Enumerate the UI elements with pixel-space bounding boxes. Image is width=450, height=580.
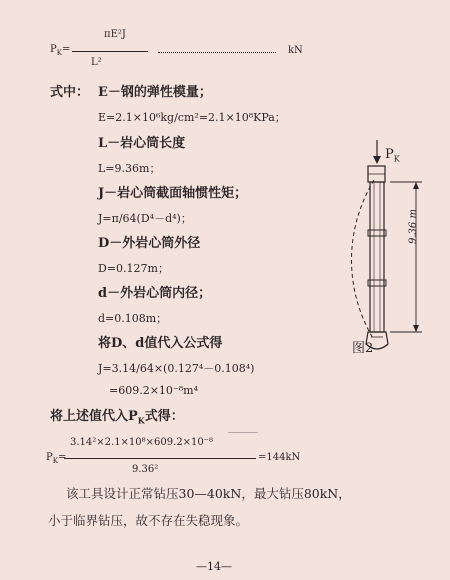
e-label: E－钢的弹性模量； (98, 85, 212, 100)
top-formula-numerator: πE²J (104, 29, 126, 40)
j-calc-line-1: J=3.14/64×(0.127⁴－0.108⁴) (98, 362, 255, 375)
figure-caption: 图2 (352, 341, 374, 356)
top-formula-fraction-bar (72, 51, 148, 52)
figure-dimension-label: 9.36 m (408, 209, 419, 244)
page-number: —14— (196, 560, 232, 573)
scan-artifact-mark (228, 432, 258, 433)
final-lhs: $P_K=$ (46, 452, 67, 465)
figure-2-core-barrel (322, 140, 440, 360)
core-barrel-diagram (322, 140, 440, 360)
l-label: L－岩心筒长度 (98, 136, 186, 151)
top-formula-leader-dots (158, 52, 276, 53)
j-calc-line-2: =609.2×10⁻⁸m⁴ (109, 384, 198, 397)
j-label: J－岩心筒截面轴惯性矩； (98, 186, 248, 201)
inner-diameter-label: d－外岩心筒内径； (98, 286, 212, 301)
conclusion-line-1: 该工具设计正常钻压30—40kN，最大钻压80kN， (66, 486, 351, 501)
final-heading: 将上述值代入$P_K$式得： (50, 409, 184, 426)
l-value: L=9.36m； (98, 162, 161, 175)
top-formula-denominator: L² (91, 57, 102, 68)
final-numerator: 3.14²×2.1×10⁸×609.2×10⁻⁸ (70, 437, 214, 448)
top-formula-lhs: $P_K=$ (50, 44, 71, 57)
final-denominator: 9.36² (132, 464, 159, 475)
final-fraction-bar (64, 458, 256, 459)
e-value: E=2.1×10⁶kg/cm²=2.1×10⁸KPa； (98, 111, 286, 124)
definitions-intro: 式中： (50, 85, 90, 100)
substitute-line: 将D、d值代入公式得 (98, 336, 223, 351)
inner-diameter-value: d=0.108m； (98, 312, 168, 325)
outer-diameter-value: D=0.127m； (98, 262, 169, 275)
figure-load-label: $P_K$ (385, 147, 400, 164)
outer-diameter-label: D－外岩心筒外径 (98, 236, 201, 251)
final-result: =144kN (258, 452, 301, 463)
conclusion-line-2: 小于临界钻压，故不存在失稳现象。 (48, 513, 249, 528)
top-formula-unit: kN (288, 45, 303, 56)
j-formula: J=π/64(D⁴－d⁴)； (98, 212, 192, 225)
